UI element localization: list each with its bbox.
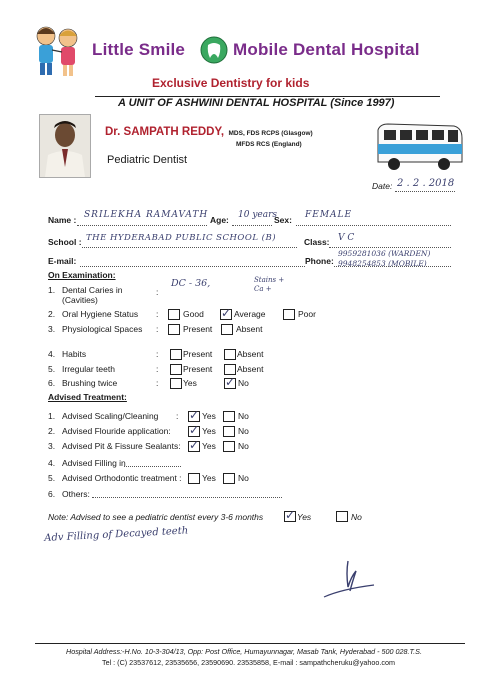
hospital-name-left: Little Smile [92, 40, 186, 59]
scaling-no-label: No [238, 411, 249, 421]
irregular-absent-checkbox[interactable] [224, 364, 236, 375]
colon: : [176, 411, 179, 421]
brushing-yes-checkbox[interactable] [170, 378, 182, 389]
colon: : [156, 324, 159, 334]
hospital-name-right: Mobile Dental Hospital [233, 40, 420, 59]
sealants-yes-checkbox[interactable] [188, 438, 200, 452]
name-field[interactable]: SRILEKHA RAMAVATH [84, 210, 209, 220]
check-mark-icon: ✓ [285, 508, 296, 522]
note-yes-checkbox[interactable] [284, 508, 296, 522]
spaces-present-checkbox[interactable] [168, 324, 180, 335]
email-line [80, 266, 305, 267]
doctor-quals-1: MDS, FDS RCPS (Glasgow) [228, 130, 313, 137]
spaces-absent-label: Absent [236, 324, 263, 334]
habits-present-label: Present [183, 349, 213, 359]
school-field[interactable]: THE HYDERABAD PUBLIC SCHOOL (B) [86, 233, 277, 243]
scaling-yes-label: Yes [202, 411, 216, 421]
class-line [329, 247, 451, 248]
footer-rule [35, 643, 465, 644]
check-mark-icon: ✓ [189, 438, 200, 452]
age-field[interactable]: 10 years [238, 210, 278, 220]
hygiene-average-label: Average [234, 309, 266, 319]
fluoride-no-checkbox[interactable] [223, 426, 235, 437]
exam-item-2-num: 2. [48, 309, 56, 319]
irregular-present-checkbox[interactable] [170, 364, 182, 375]
note-yes-label: Yes [297, 512, 312, 522]
brushing-yes-label: Yes [183, 378, 197, 388]
email-label: E-mail: [48, 256, 77, 266]
ortho-yes-label: Yes [202, 473, 216, 483]
handwritten-advice: Adv Filling of Decayed teeth [44, 525, 189, 544]
footer-address: Hospital Address:-H.No. 10-3-304/13, Opp: Post Office, Humayunnagar, Masab Tank, Hyderabad - 500 028.T.S. [66, 647, 422, 656]
sealants-yes-label: Yes [202, 441, 216, 451]
sealants-no-checkbox[interactable] [223, 441, 235, 452]
treat-item-1-label: Advised Scaling/Cleaning [62, 411, 159, 421]
irregular-present-label: Present [183, 364, 213, 374]
exam-item-5-label: Irregular teeth [62, 364, 115, 374]
colon: : [156, 378, 159, 388]
treat-item-4-num: 4. [48, 458, 56, 468]
scaling-yes-checkbox[interactable] [188, 408, 200, 422]
scaling-no-checkbox[interactable] [223, 411, 235, 422]
doctor-quals-2: MFDS RCS (England) [236, 141, 302, 148]
name-label: Name : [48, 215, 77, 225]
phone-label: Phone: [305, 256, 334, 266]
mobile-clinic-bus-image [374, 120, 466, 176]
sex-field[interactable]: FEMALE [305, 210, 353, 220]
unit-line: A UNIT OF ASHWINI DENTAL HOSPITAL (Since 1997) [118, 97, 395, 109]
others-line[interactable] [92, 497, 282, 498]
exam-item-3-label: Physiological Spaces [62, 324, 143, 334]
school-label: School : [48, 237, 82, 247]
hygiene-average-checkbox[interactable] [220, 306, 232, 320]
exam-item-2-label: Oral Hygiene Status [62, 309, 139, 319]
check-mark-icon: ✓ [189, 423, 200, 437]
treat-item-2-num: 2. [48, 426, 56, 436]
colon: : [156, 364, 159, 374]
exam-item-6-num: 6. [48, 378, 56, 388]
exam-item-4-num: 4. [48, 349, 56, 359]
colon: : [156, 349, 159, 359]
name-line [77, 225, 207, 226]
exam-item-5-num: 5. [48, 364, 56, 374]
treatment-heading: Advised Treatment: [48, 392, 127, 402]
hygiene-good-checkbox[interactable] [168, 309, 180, 320]
sex-label: Sex: [274, 215, 292, 225]
dental-caries-note-2[interactable]: Stains + Ca + [254, 276, 285, 293]
irregular-absent-label: Absent [237, 364, 264, 374]
treat-item-5-num: 5. [48, 473, 56, 483]
hygiene-poor-checkbox[interactable] [283, 309, 295, 320]
hygiene-good-label: Good [183, 309, 204, 319]
examination-heading: On Examination: [48, 270, 116, 280]
class-field[interactable]: V C [338, 233, 355, 243]
doctor-role: Pediatric Dentist [107, 154, 188, 166]
fluoride-yes-label: Yes [202, 426, 216, 436]
spaces-present-label: Present [183, 324, 213, 334]
treat-item-6-label: Others: [62, 489, 90, 499]
date-label: Date: [372, 181, 393, 191]
hygiene-poor-label: Poor [298, 309, 316, 319]
note-no-checkbox[interactable] [336, 511, 348, 522]
check-mark-icon: ✓ [225, 375, 236, 389]
ortho-yes-checkbox[interactable] [188, 473, 200, 484]
subtitle: Exclusive Dentistry for kids [152, 76, 310, 90]
fluoride-yes-checkbox[interactable] [188, 423, 200, 437]
treat-item-1-num: 1. [48, 411, 56, 421]
exam-item-6-label: Brushing twice [62, 378, 118, 388]
treat-item-3-num: 3. [48, 441, 56, 451]
ortho-no-label: No [238, 473, 249, 483]
exam-item-3-num: 3. [48, 324, 56, 334]
colon: : [156, 287, 159, 297]
habits-present-checkbox[interactable] [170, 349, 182, 360]
exam-item-1-num: 1. [48, 285, 56, 295]
dental-caries-note[interactable]: DC - 36, [171, 278, 211, 289]
filling-line[interactable] [124, 466, 181, 467]
school-line [82, 247, 297, 248]
colon: : [156, 309, 159, 319]
habits-absent-checkbox[interactable] [224, 349, 236, 360]
doctor-name: Dr. SAMPATH REDDY, [105, 126, 225, 138]
treat-item-2-label: Advised Flouride application: [62, 426, 171, 436]
date-line [395, 191, 455, 192]
doctor-credentials [105, 122, 313, 140]
brushing-no-label: No [238, 378, 249, 388]
sex-line [296, 225, 451, 226]
treat-item-4-label: Advised Filling in [62, 458, 126, 468]
footer-contact: Tel : (C) 23537612, 23535656, 23590690. 23535858, E-mail : sampathcheruku@yahoo.com [102, 658, 395, 667]
class-label: Class: [304, 237, 330, 247]
habits-absent-label: Absent [237, 349, 264, 359]
exam-item-4-label: Habits [62, 349, 87, 359]
brushing-no-checkbox[interactable] [224, 375, 236, 389]
note-no-label: No [351, 512, 362, 522]
check-mark-icon: ✓ [221, 306, 232, 320]
treat-item-5-label: Advised Orthodontic treatment : [62, 473, 182, 483]
sealants-no-label: No [238, 441, 249, 451]
treat-item-3-label: Advised Pit & Fissure Sealants: [62, 441, 181, 451]
phone-field-2[interactable]: 9948254853 (MOBILE) [338, 259, 427, 268]
check-mark-icon: ✓ [189, 408, 200, 422]
doctor-photo [39, 114, 91, 178]
exam-item-1-label: Dental Caries in (Cavities) [62, 285, 123, 305]
doctor-signature [318, 555, 378, 605]
fluoride-no-label: No [238, 426, 249, 436]
note-text: Note: Advised to see a pediatric dentist every 3-6 months [48, 512, 264, 522]
phone-field-1[interactable]: 9959281036 (WARDEN) [338, 249, 431, 258]
kids-logo [30, 22, 86, 80]
age-label: Age: [210, 215, 229, 225]
ortho-no-checkbox[interactable] [223, 473, 235, 484]
treat-item-6-num: 6. [48, 489, 56, 499]
spaces-absent-checkbox[interactable] [221, 324, 233, 335]
age-line [232, 225, 272, 226]
date-value[interactable]: 2 . 2 . 2018 [397, 178, 455, 189]
tooth-logo [199, 35, 229, 65]
